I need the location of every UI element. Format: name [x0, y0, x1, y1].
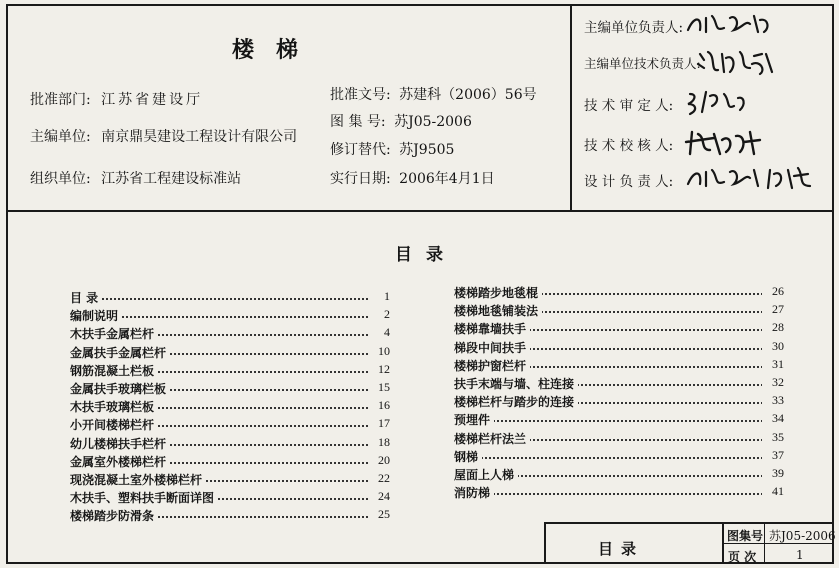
toc-entry-page: 34	[762, 411, 784, 426]
toc-leader-dots	[454, 493, 770, 495]
toc-entry-title: 预埋件	[454, 411, 494, 428]
toc-entry-page: 27	[762, 302, 784, 317]
effective-date-label: 实行日期:	[330, 171, 391, 187]
toc-entry-title: 金属扶手金属栏杆	[70, 344, 170, 361]
toc-entry[interactable]	[70, 362, 390, 380]
revision-replaces-label: 修订替代:	[330, 142, 391, 158]
toc-entry-title: 钢筋混凝土栏板	[70, 362, 158, 379]
toc-entry-title: 楼梯栏杆与踏步的连接	[454, 393, 578, 410]
toc-entry-title: 金属室外楼梯栏杆	[70, 453, 170, 470]
atlas-no	[330, 111, 472, 131]
signature-row-tech-approver	[584, 88, 830, 116]
toc-leader-dots	[70, 298, 376, 300]
toc-entry-title: 木扶手玻璃栏板	[70, 398, 158, 415]
toc-entry[interactable]	[70, 507, 390, 525]
toc-entry-page: 25	[368, 507, 390, 522]
toc-entry-page: 17	[368, 416, 390, 431]
atlas-number-value: 苏J05-2006	[769, 529, 836, 543]
toc-entry-title: 楼梯踏步防滑条	[70, 507, 158, 524]
handwritten-signature	[696, 48, 816, 76]
handwritten-signature	[684, 128, 804, 156]
approval-dept-value: 江苏省建设厅	[101, 92, 204, 108]
footer-title: 目录	[598, 540, 645, 558]
toc-entry-page: 39	[762, 466, 784, 481]
effective-date	[330, 168, 495, 188]
toc-entry-title: 楼梯靠墙扶手	[454, 320, 530, 337]
toc-entry-page: 31	[762, 357, 784, 372]
signature-label: 主编单位负责人:	[584, 20, 684, 36]
toc-entry[interactable]	[70, 325, 390, 343]
toc-entry[interactable]	[454, 411, 784, 429]
toc-entry-title: 编制说明	[70, 307, 122, 324]
toc-entry-title: 消防梯	[454, 484, 494, 501]
toc-entry[interactable]	[70, 289, 390, 307]
approval-dept	[30, 89, 203, 109]
toc-entry-page: 28	[762, 320, 784, 335]
approval-no-label: 批准文号:	[330, 87, 391, 103]
toc-entry-title: 扶手末端与墙、柱连接	[454, 375, 578, 392]
toc-entry-title: 楼梯栏杆法兰	[454, 430, 530, 447]
atlas-no-label: 图 集 号:	[330, 114, 386, 130]
toc-entry-page: 32	[762, 375, 784, 390]
chief-editor-unit-value: 南京鼎昊建设工程设计有限公司	[101, 129, 298, 145]
toc-entry-title: 楼梯踏步地毯棍	[454, 284, 542, 301]
signature-label: 设 计 负 责 人:	[584, 174, 674, 190]
toc-entry-page: 12	[368, 362, 390, 377]
toc-entry[interactable]	[70, 344, 390, 362]
toc-entry-page: 26	[762, 284, 784, 299]
handwritten-signature	[684, 164, 830, 192]
toc-entry[interactable]	[454, 284, 784, 302]
toc-entry-title: 楼梯护窗栏杆	[454, 357, 530, 374]
page-number-label: 页 次	[728, 550, 757, 564]
organizing-unit-value: 江苏省工程建设标准站	[101, 171, 242, 187]
signature-label: 技 术 审 定 人:	[584, 98, 674, 114]
toc-entry[interactable]	[70, 435, 390, 453]
toc-entry[interactable]	[454, 393, 784, 411]
toc-entry-title: 木扶手金属栏杆	[70, 325, 158, 342]
toc-entry-page: 20	[368, 453, 390, 468]
page-number-value: 1	[796, 548, 804, 562]
organizing-unit-label: 组织单位:	[30, 171, 91, 187]
toc-entry-page: 30	[762, 339, 784, 354]
toc-entry[interactable]	[454, 466, 784, 484]
toc-entry-page: 37	[762, 448, 784, 463]
footer-left-line	[544, 522, 546, 564]
toc-entry[interactable]	[70, 471, 390, 489]
toc-entry-page: 1	[368, 289, 390, 304]
toc-entry-title: 屋面上人梯	[454, 466, 518, 483]
toc-entry[interactable]	[70, 398, 390, 416]
toc-entry[interactable]	[454, 430, 784, 448]
toc-leader-dots	[454, 457, 770, 459]
toc-entry[interactable]	[70, 380, 390, 398]
toc-entry-title: 幼儿楼梯扶手栏杆	[70, 435, 170, 452]
toc-entry[interactable]	[454, 302, 784, 320]
toc-entry-title: 目 录	[70, 289, 102, 306]
toc-entry-page: 22	[368, 471, 390, 486]
toc-entry-title: 金属扶手玻璃栏板	[70, 380, 170, 397]
atlas-no-value: 苏J05-2006	[394, 114, 472, 130]
toc-entry-title: 小开间楼梯栏杆	[70, 416, 158, 433]
toc-entry[interactable]	[454, 320, 784, 338]
organizing-unit	[30, 168, 241, 188]
toc-entry-title: 现浇混凝土室外楼梯栏杆	[70, 471, 206, 488]
signature-row-chief-unit-head	[584, 10, 830, 38]
toc-entry[interactable]	[70, 489, 390, 507]
revision-replaces-value: 苏J9505	[399, 142, 455, 158]
approval-no-value: 苏建科（2006）56号	[399, 87, 537, 103]
signature-row-design-lead	[584, 164, 830, 192]
toc-entry[interactable]	[454, 339, 784, 357]
revision-replaces	[330, 139, 454, 159]
toc-entry-page: 35	[762, 430, 784, 445]
toc-entry-title: 木扶手、塑料扶手断面详图	[70, 489, 218, 506]
toc-entry[interactable]	[70, 416, 390, 434]
footer-top-line	[544, 522, 834, 524]
toc-entry-title: 钢梯	[454, 448, 482, 465]
toc-entry-page: 41	[762, 484, 784, 499]
page-title: 楼梯	[232, 37, 321, 63]
effective-date-value: 2006年4月1日	[399, 171, 495, 187]
toc-entry[interactable]	[70, 453, 390, 471]
toc-entry[interactable]	[454, 375, 784, 393]
handwritten-signature	[684, 88, 804, 116]
signature-label: 主编单位技术负责人:	[584, 56, 701, 71]
header-divider	[6, 210, 834, 212]
toc-entry[interactable]	[70, 307, 390, 325]
toc-entry-page: 2	[368, 307, 390, 322]
toc-entry-page: 24	[368, 489, 390, 504]
chief-editor-unit	[30, 126, 297, 146]
signature-row-chief-tech-head	[584, 48, 830, 76]
toc-entry-page: 16	[368, 398, 390, 413]
toc-entry-page: 18	[368, 435, 390, 450]
toc-entry-page: 10	[368, 344, 390, 359]
toc-title: 目录	[395, 245, 457, 265]
approval-no	[330, 84, 537, 104]
toc-entry-page: 33	[762, 393, 784, 408]
chief-editor-unit-label: 主编单位:	[30, 129, 91, 145]
toc-entry-page: 15	[368, 380, 390, 395]
toc-entry-title: 楼梯地毯铺装法	[454, 302, 542, 319]
signature-row-tech-checker	[584, 128, 830, 156]
approval-dept-label: 批准部门:	[30, 92, 91, 108]
signature-divider	[570, 4, 572, 211]
toc-entry[interactable]	[454, 448, 784, 466]
toc-entry[interactable]	[454, 357, 784, 375]
toc-entry-page: 4	[368, 325, 390, 340]
signature-label: 技 术 校 核 人:	[584, 138, 674, 154]
toc-entry-title: 梯段中间扶手	[454, 339, 530, 356]
footer-label-line	[764, 522, 765, 564]
toc-entry[interactable]	[454, 484, 784, 502]
atlas-number-label: 图集号	[727, 529, 764, 543]
toc-leader-dots	[454, 420, 770, 422]
handwritten-signature	[684, 10, 804, 38]
